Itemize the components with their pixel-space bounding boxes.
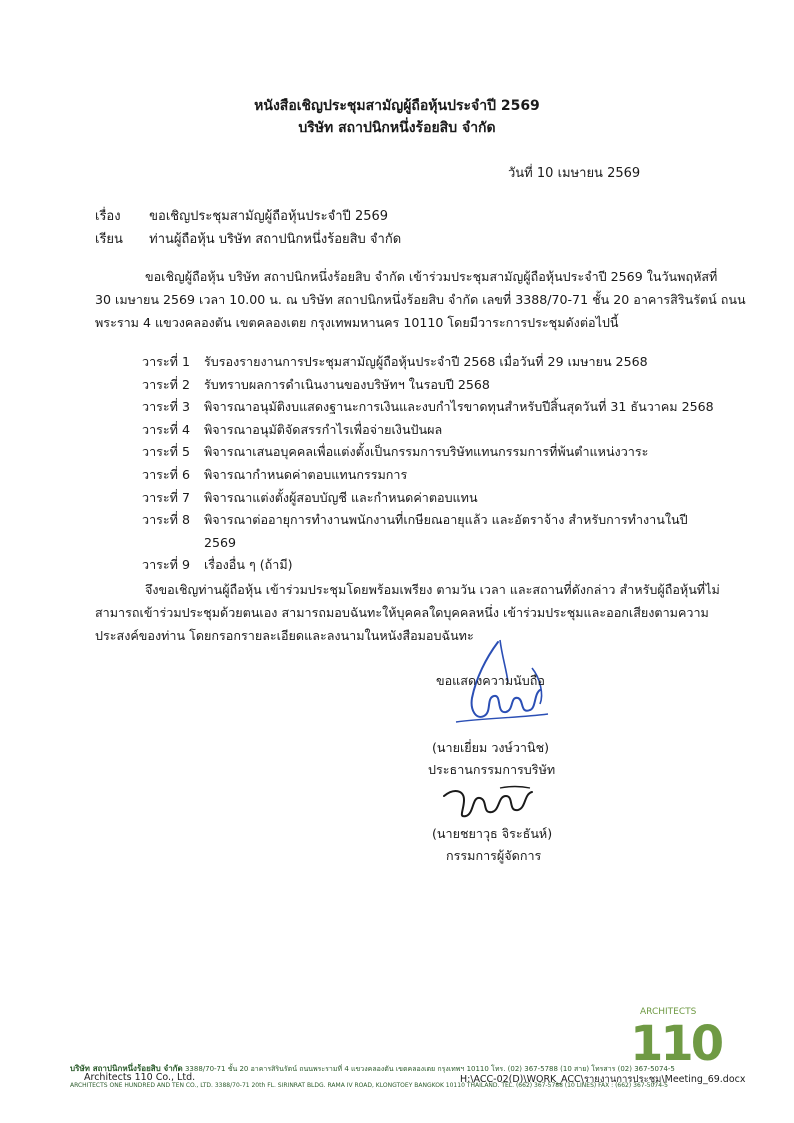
agenda-item [142, 554, 722, 577]
agenda-item [142, 464, 722, 487]
agenda-item [142, 396, 722, 419]
agenda-number: วาระที่ 7 [142, 489, 190, 505]
architects-110-logo [624, 1004, 724, 1062]
agenda-number: วาระที่ 9 [142, 557, 190, 573]
agenda-item [142, 419, 722, 442]
md-name: (นายชยาวุธ จิระธันห์) [432, 826, 553, 841]
subject-text: ขอเชิญประชุมสามัญผู้ถือหุ้นประจำปี 2569 [149, 209, 389, 224]
agenda-item [142, 487, 722, 510]
agenda-number: วาระที่ 3 [142, 399, 190, 415]
footer-company-th: บริษัท สถาปนิกหนึ่งร้อยสิบ จำกัด [70, 1064, 183, 1073]
intro-line: 30 เมษายน 2569 เวลา 10.00 น. ณ บริษัท สถาปนิกหนึ่งร้อยสิบ จำกัด เลขที่ 3388/70-71 ชั้น 20 อาคารสิรินรัตน์ ถนน [95, 292, 746, 307]
intro-line: พระราม 4 แขวงคลองตัน เขตคลองเตย กรุงเทพมหานคร 10110 โดยมีวาระการประชุมดังต่อไปนี้ [95, 315, 619, 330]
agenda-list [142, 351, 722, 577]
chairman-name: (นายเยี่ยม วงษ์วานิช) [432, 740, 550, 755]
agenda-text: พิจารณาเสนอบุคคลเพื่อแต่งตั้งเป็นกรรมการบริษัทแทนกรรมการที่พ้นตำแหน่งวาระ [204, 444, 649, 460]
footer-file-path: H:\ACC-02(D)\WORK_ACC\รายงานการประชุม\Meeting_69.docx [460, 1074, 746, 1085]
agenda-item [142, 441, 722, 464]
recipient-text: ท่านผู้ถือหุ้น บริษัท สถาปนิกหนึ่งร้อยสิบ จำกัด [149, 232, 402, 247]
logo-number: 110 [630, 1016, 722, 1062]
recipient-row [95, 228, 401, 249]
agenda-text: พิจารณาอนุมัติจัดสรรกำไรเพื่อจ่ายเงินปันผล [204, 421, 443, 437]
letter-title: หนังสือเชิญประชุมสามัญผู้ถือหุ้นประจำปี 2569 [254, 98, 540, 114]
footer-company-en: Architects 110 Co., Ltd. [84, 1072, 196, 1083]
closing-line: จึงขอเชิญท่านผู้ถือหุ้น เข้าร่วมประชุมโดยพร้อมเพรียง ตามวัน เวลา และสถานที่ดังกล่าว สำหรับผู้ถือหุ้นที่ไม่ [145, 582, 720, 597]
agenda-number: วาระที่ 5 [142, 444, 190, 460]
agenda-text: พิจารณาแต่งตั้งผู้สอบบัญชี และกำหนดค่าตอบแทน [204, 489, 478, 505]
intro-paragraph [95, 265, 746, 334]
closing-paragraph [95, 578, 720, 647]
agenda-number: วาระที่ 8 [142, 512, 190, 528]
agenda-item [142, 509, 722, 554]
agenda-number: วาระที่ 6 [142, 466, 190, 482]
md-signature [440, 782, 540, 822]
agenda-text: เรื่องอื่น ๆ (ถ้ามี) [204, 557, 293, 573]
chairman-position: ประธานกรรมการบริษัท [428, 762, 556, 777]
subject-row [95, 205, 388, 226]
closing-salutation: ขอแสดงความนับถือ [436, 673, 545, 688]
agenda-item [142, 351, 722, 374]
agenda-number: วาระที่ 1 [142, 354, 190, 369]
logo-wordmark: ARCHITECTS [640, 1007, 697, 1017]
agenda-text: พิจารณาต่ออายุการทำงานพนักงานที่เกษียณอายุแล้ว และอัตราจ้าง สำหรับการทำงานในปี [204, 512, 688, 528]
subject-label: เรื่อง [95, 209, 121, 224]
company-title: บริษัท สถาปนิกหนึ่งร้อยสิบ จำกัด [298, 120, 496, 136]
agenda-item [142, 374, 722, 397]
agenda-text: รับรองรายงานการประชุมสามัญผู้ถือหุ้นประจำปี 2568 เมื่อวันที่ 29 เมษายน 2568 [204, 354, 648, 369]
agenda-number: วาระที่ 2 [142, 376, 190, 392]
intro-line: ขอเชิญผู้ถือหุ้น บริษัท สถาปนิกหนึ่งร้อยสิบ จำกัด เข้าร่วมประชุมสามัญผู้ถือหุ้นประจำปี 2569 ในวันพฤหัสที่ [145, 269, 718, 284]
footer-address-th: 3388/70-71 ชั้น 20 อาคารสิรินรัตน์ ถนนพระรามที่ 4 แขวงคลองตัน เขตคลองเตย กรุงเทพฯ 10110 โทร. (02) 367-5788 (10 สาย) โทรสาร (02) 367-5074-5 [184, 1065, 675, 1073]
agenda-text: พิจารณากำหนดค่าตอบแทนกรรมการ [204, 466, 408, 482]
md-position: กรรมการผู้จัดการ [446, 848, 542, 863]
letter-date: วันที่ 10 เมษายน 2569 [508, 166, 641, 181]
agenda-text: รับทราบผลการดำเนินงานของบริษัทฯ ในรอบปี 2568 [204, 376, 490, 392]
agenda-number: วาระที่ 4 [142, 421, 190, 437]
agenda-text: พิจารณาอนุมัติงบแสดงฐานะการเงินและงบกำไรขาดทุนสำหรับปีสิ้นสุดวันที่ 31 ธันวาคม 2568 [204, 399, 714, 415]
recipient-label: เรียน [95, 232, 123, 247]
closing-line: ประสงค์ของท่าน โดยกรอกรายละเอียดและลงนามในหนังสือมอบฉันทะ [95, 628, 474, 643]
closing-line: สามารถเข้าร่วมประชุมด้วยตนเอง สามารถมอบฉันทะให้บุคคลใดบุคคลหนึ่ง เข้าร่วมประชุมและออกเสียงตามความ [95, 605, 709, 620]
footer-address-en: ARCHITECTS ONE HUNDRED AND TEN CO., LTD. 3388/70-71 20th FL. SIRINRAT BLDG. RAMA IV ROAD, KLONGTOEY BANGKOK 10110 THAILAND. TEL. (662) 367-5788 (10 LINES) FAX : (662) 367-5074-5 [70, 1082, 668, 1089]
agenda-text: 2569 [204, 534, 237, 550]
